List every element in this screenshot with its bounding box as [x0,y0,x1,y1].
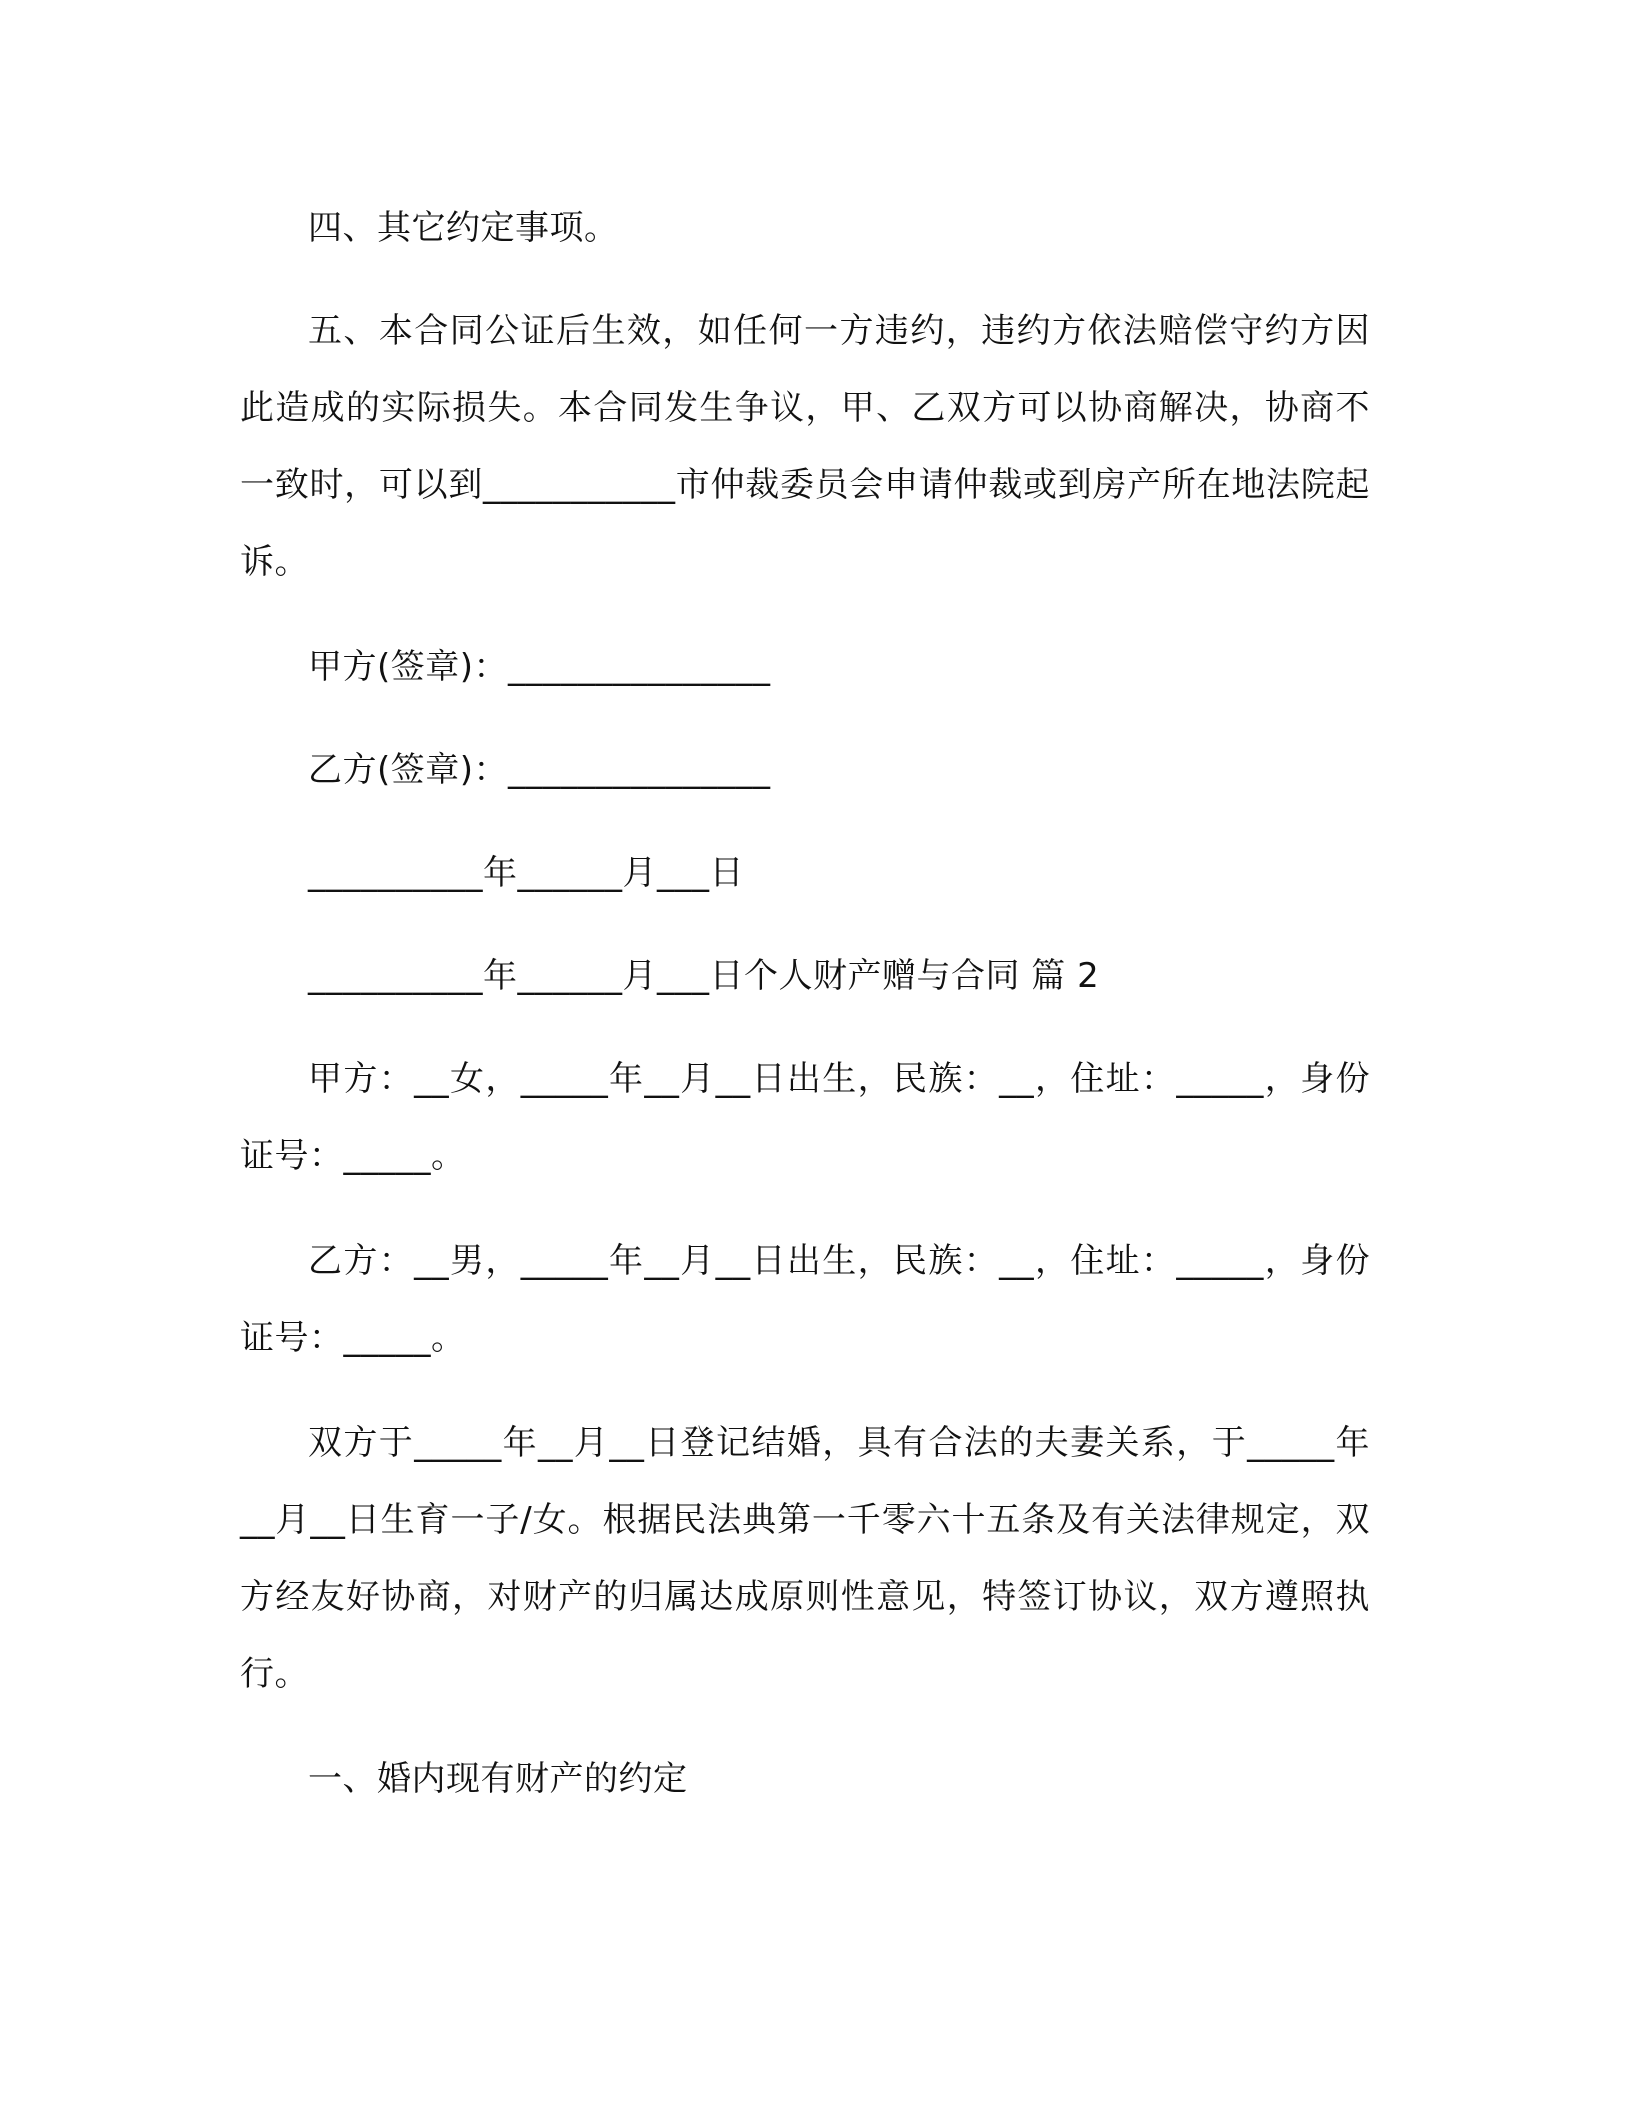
party-b-signature-line: 乙方(签章)：_______________ [308,750,771,790]
party-a-signature-line: 甲方(签章)：_______________ [308,647,771,687]
section-four-heading: 四、其它约定事项。 [308,208,619,248]
document-body [240,190,1370,1818]
section-five-paragraph: 五、本合同公证后生效，如任何一方违约，违约方依法赔偿守约方因此造成的实际损失。本合同发生争议，甲、乙双方可以协商解决，协商不一致时，可以到___________市仲裁委员会申请仲裁或到房产所在地法院起诉。 [240,311,1370,582]
party-a-info-paragraph: 甲方：__女，_____年__月__日出生，民族：__，住址：_____，身份证号：_____。 [240,1059,1370,1176]
party-b-info-paragraph: 乙方：__男，_____年__月__日出生，民族：__，住址：_____，身份证号：_____。 [240,1241,1370,1358]
contract-title-line: __________年______月___日个人财产赠与合同 篇 2 [308,956,1100,996]
section-one-heading: 一、婚内现有财产的约定 [308,1759,688,1799]
signing-date-line: __________年______月___日 [308,853,744,893]
marriage-agreement-paragraph: 双方于_____年__月__日登记结婚，具有合法的夫妻关系，于_____年__月__日生育一子/女。根据民法典第一千零六十五条及有关法律规定，双方经友好协商，对财产的归属达成原则性意见，特签订协议，双方遵照执行。 [240,1423,1370,1694]
